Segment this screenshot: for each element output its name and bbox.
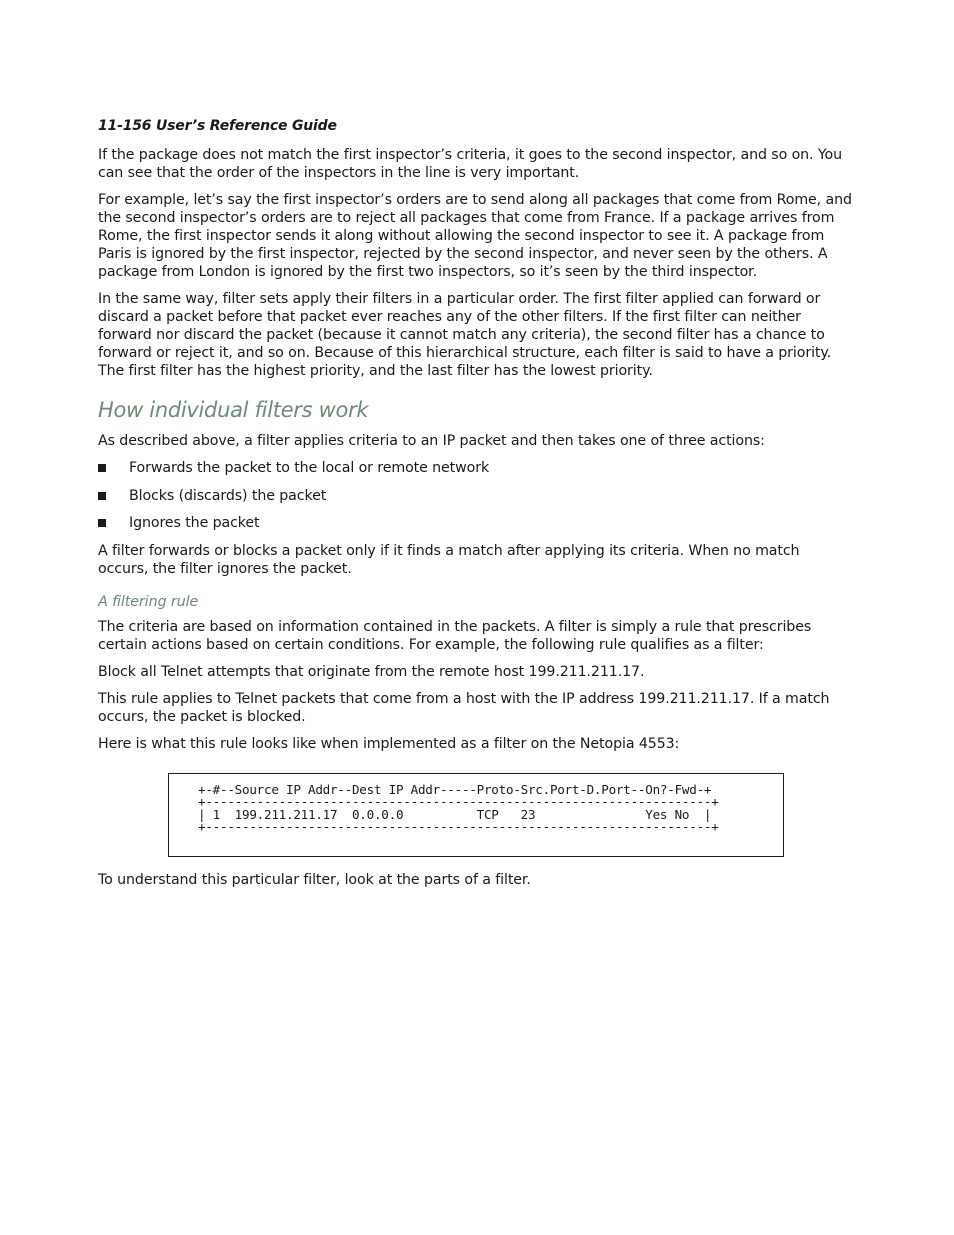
actions-list bbox=[98, 459, 854, 532]
filter-table-box bbox=[168, 773, 784, 857]
paragraph-filter-intro: Here is what this rule looks like when implemented as a filter on the Netopia 4553: bbox=[98, 735, 680, 752]
running-head: 11-156 User’s Reference Guide bbox=[98, 118, 337, 134]
paragraph-closing: To understand this particular filter, look at the parts of a filter. bbox=[98, 871, 531, 888]
list-item: Blocks (discards) the packet bbox=[98, 487, 854, 505]
section-heading: How individual filters work bbox=[98, 398, 369, 422]
paragraph-inspector-example: For example, let’s say the first inspector’s orders are to send along all packages that come from Rome, and the second inspector’s orders are to reject all packages that come from France. If a package arrives from Rome, the first inspector sends it along without allowing the second inspector to see it. A package from Paris is ignored by the first inspector, rejected by the second inspector, and never seen by the others. A package from London is ignored by the first two inspectors, so it’s seen by the third inspector. bbox=[98, 192, 852, 280]
section-intro: As described above, a filter applies criteria to an IP packet and then takes one of three actions: bbox=[98, 433, 765, 449]
paragraph-match-behavior: A filter forwards or blocks a packet only if it finds a match after applying its criteria. When no match occurs, the filter ignores the packet. bbox=[98, 542, 800, 577]
bullet-square-icon bbox=[98, 492, 106, 500]
subsection-heading: A filtering rule bbox=[98, 593, 199, 610]
paragraph-inspector-order: If the package does not match the first inspector’s criteria, it goes to the second inspector, and so on. You can see that the order of the inspectors in the line is very important. bbox=[98, 147, 843, 181]
bullet-square-icon bbox=[98, 464, 106, 472]
paragraph-filter-order: In the same way, filter sets apply their filters in a particular order. The first filter applied can forward or discard a packet before that packet ever reaches any of the other filters. If the first filter can neither forward nor discard the packet (because it cannot match any criteria), the second filter has a chance to forward or reject it, and so on. Because of this hierarchical structure, each filter is said to have a priority. The first filter has the highest priority, and the last filter has the lowest priority. bbox=[98, 291, 832, 379]
bullet-square-icon bbox=[98, 519, 106, 527]
document-page bbox=[98, 118, 854, 898]
list-item: Ignores the packet bbox=[98, 514, 854, 532]
paragraph-rule-example: Block all Telnet attempts that originate from the remote host 199.211.211.17. bbox=[98, 663, 645, 680]
list-item: Forwards the packet to the local or remote network bbox=[98, 459, 854, 477]
paragraph-rule-explanation: This rule applies to Telnet packets that come from a host with the IP address 199.211.211.17. If a match occurs, the packet is blocked. bbox=[98, 690, 830, 725]
paragraph-criteria: The criteria are based on information contained in the packets. A filter is simply a rule that prescribes certain actions based on certain conditions. For example, the following rule qualifies as a filter: bbox=[98, 618, 812, 653]
filter-table-code: +-#--Source IP Addr--Dest IP Addr-----Proto-Src.Port-D.Port--On?-Fwd-+ +---------------------------------------------------------------------+ | 1 199.211.211.17 0.0.0.0 TCP 23 Yes No | +---------------------------------------------------------------------+ bbox=[198, 781, 719, 834]
